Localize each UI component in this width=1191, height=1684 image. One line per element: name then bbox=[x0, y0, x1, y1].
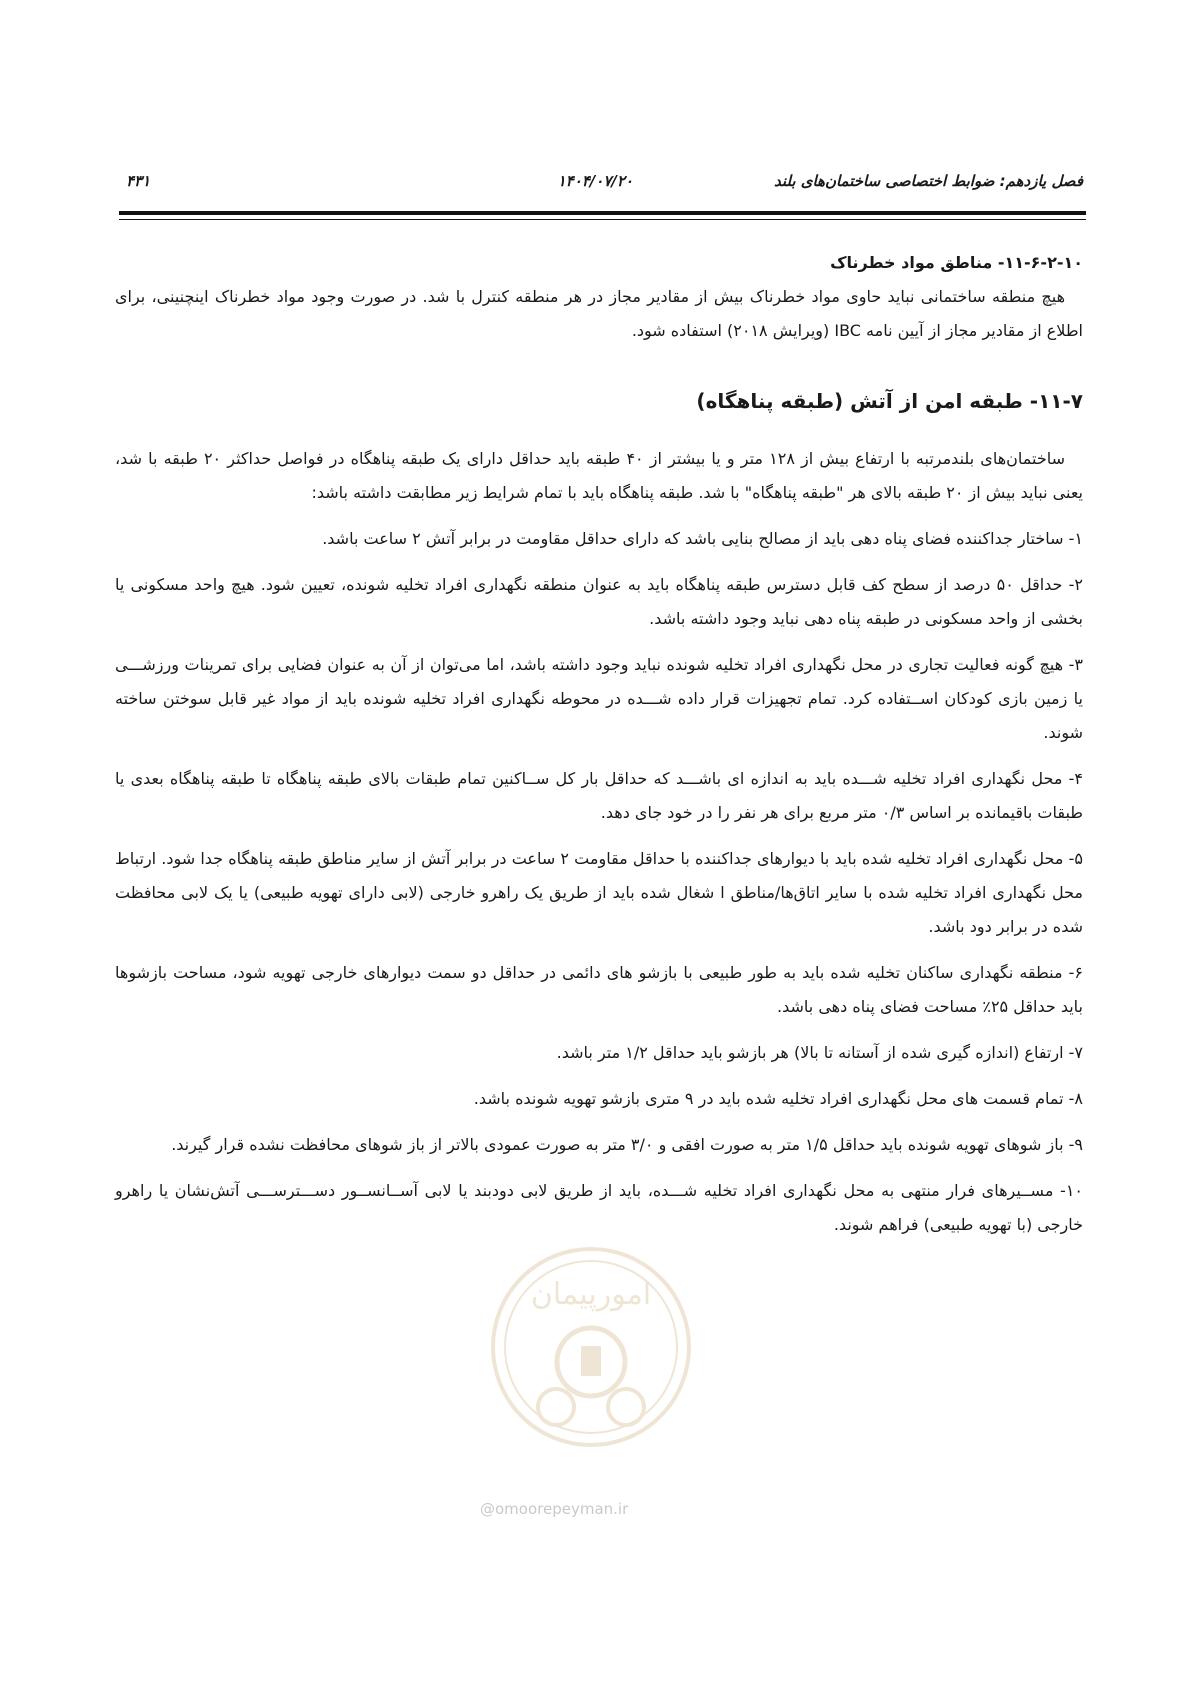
header-rule-thin bbox=[119, 219, 1086, 220]
watermark-logo bbox=[486, 1242, 696, 1452]
requirement-item-10: ۱۰- مســیرهای فرار منتهی به محل نگهداری افراد تخلیه شـــده، باید از طریق لابی دودبند یا لابی آســانســور دســـترســـی آتش‌نشان یا راهرو خارجی (با تهویه طبیعی) فراهم شوند. bbox=[115, 1181, 1083, 1234]
requirement-item-6: ۶- منطقه نگهداری ساکنان تخلیه شده باید به طور طبیعی با بازشو های دائمی در حداقل دو سمت دیوارهای خارجی تهویه شود، مساحت بازشوها باید حداقل ۲۵٪ مساحت فضای پناه دهی باشد. bbox=[115, 963, 1083, 1016]
hazard-section-heading: ۱۱-۶-۲-۱۰- مناطق مواد خطرناک bbox=[830, 253, 1083, 272]
requirement-item-4: ۴- محل نگهداری افراد تخلیه شـــده باید به اندازه ای باشـــد که حداقل بار کل ســاکنین تمام طبقات بالای طبقه پناهگاه تا طبقه پناهگاه بعدی یا طبقات باقیمانده بر اساس ۰/۳ متر مربع برای هر نفر را در خود جای دهد. bbox=[115, 769, 1083, 822]
requirement-item-2: ۲- حداقل ۵۰ درصد از سطح کف قابل دسترس طبقه پناهگاه باید به عنوان منطقه نگهداری افراد تخلیه شونده، تعیین شود. هیچ واحد مسکونی یا بخشی از واحد مسکونی در طبقه پناه دهی نباید وجود داشته باشد. bbox=[115, 575, 1083, 628]
page-content bbox=[115, 246, 1083, 1254]
requirement-item-3: ۳- هیچ گونه فعالیت تجاری در محل نگهداری افراد تخلیه شونده نباید وجود داشته باشد، اما می‌توان از آن به عنوان فضایی برای تمرینات ورزشـــی یا زمین بازی کودکان اســتفاده کرد. تمام تجهیزات قرار داده شـــده در محوطه نگهداری افراد تخلیه شونده باید از مواد غیر قابل سوختن ساخته شوند. bbox=[115, 655, 1083, 742]
watermark-site: @omoorepeyman.ir bbox=[480, 1500, 629, 1518]
page-header bbox=[126, 172, 1083, 200]
header-date: ۱۴۰۴/۰۷/۲۰ bbox=[557, 172, 633, 190]
requirement-item-1: ۱- ساختار جداکننده فضای پناه دهی باید از مصالح بنایی باشد که دارای حداقل مقاومت در برابر آتش ۲ ساعت باشد. bbox=[322, 529, 1083, 548]
page-number: ۴۳۱ bbox=[126, 172, 151, 190]
requirement-item-5: ۵- محل نگهداری افراد تخلیه شده باید با دیوارهای جداکننده با حداقل مقاومت ۲ ساعت در برابر آتش از سایر مناطق طبقه پناهگاه جدا شود. ارتباط محل نگهداری افراد تخلیه شده با سایر اتاق‌ها/مناطق ا شغال شده باید از طریق یک راهرو خارجی (لابی دارای تهویه طبیعی) یا یک لابی محافظت شده در برابر دود باشد. bbox=[115, 849, 1083, 936]
requirement-item-7: ۷- ارتفاع (اندازه گیری شده از آستانه تا بالا) هر بازشو باید حداقل ۱/۲ متر باشد. bbox=[556, 1043, 1083, 1062]
hazard-section-body: هیچ منطقه ساختمانی نباید حاوی مواد خطرناک بیش از مقادیر مجاز در هر منطقه کنترل با شد. در صورت وجود مواد خطرناک اینچنینی، برای اطلاع از مقادیر مجاز از آیین نامه IBC (ویرایش ۲۰۱۸) استفاده شود. bbox=[115, 287, 1083, 340]
watermark-logo-text: امورپیمان bbox=[530, 1277, 652, 1312]
refuge-section-heading: ۱۱-۷- طبقه امن از آتش (طبقه پناهگاه) bbox=[696, 389, 1083, 413]
requirement-item-9: ۹- باز شوهای تهویه شونده باید حداقل ۱/۵ متر به صورت افقی و ۳/۰ متر به صورت عمودی بالاتر از باز شوهای محافظت نشده قرار گیرند. bbox=[171, 1135, 1083, 1154]
requirement-item-8: ۸- تمام قسمت های محل نگهداری افراد تخلیه شده باید در ۹ متری بازشو تهویه شونده باشد. bbox=[473, 1089, 1083, 1108]
chapter-title: فصل یازدهم: ضوابط اختصاصی ساختمان‌های بلند bbox=[773, 172, 1083, 190]
refuge-section-intro: ساختمان‌های بلندمرتبه با ارتفاع بیش از ۱۲۸ متر و یا بیشتر از ۴۰ طبقه باید حداقل دارای یک طبقه پناهگاه در فواصل حداکثر ۲۰ طبقه با شد، یعنی نباید بیش از ۲۰ طبقه بالای هر "طبقه پناهگاه" با شد. طبقه پناهگاه باید با تمام شرایط زیر مطابقت داشته باشد: bbox=[115, 449, 1083, 502]
header-rule-thick bbox=[119, 211, 1086, 215]
